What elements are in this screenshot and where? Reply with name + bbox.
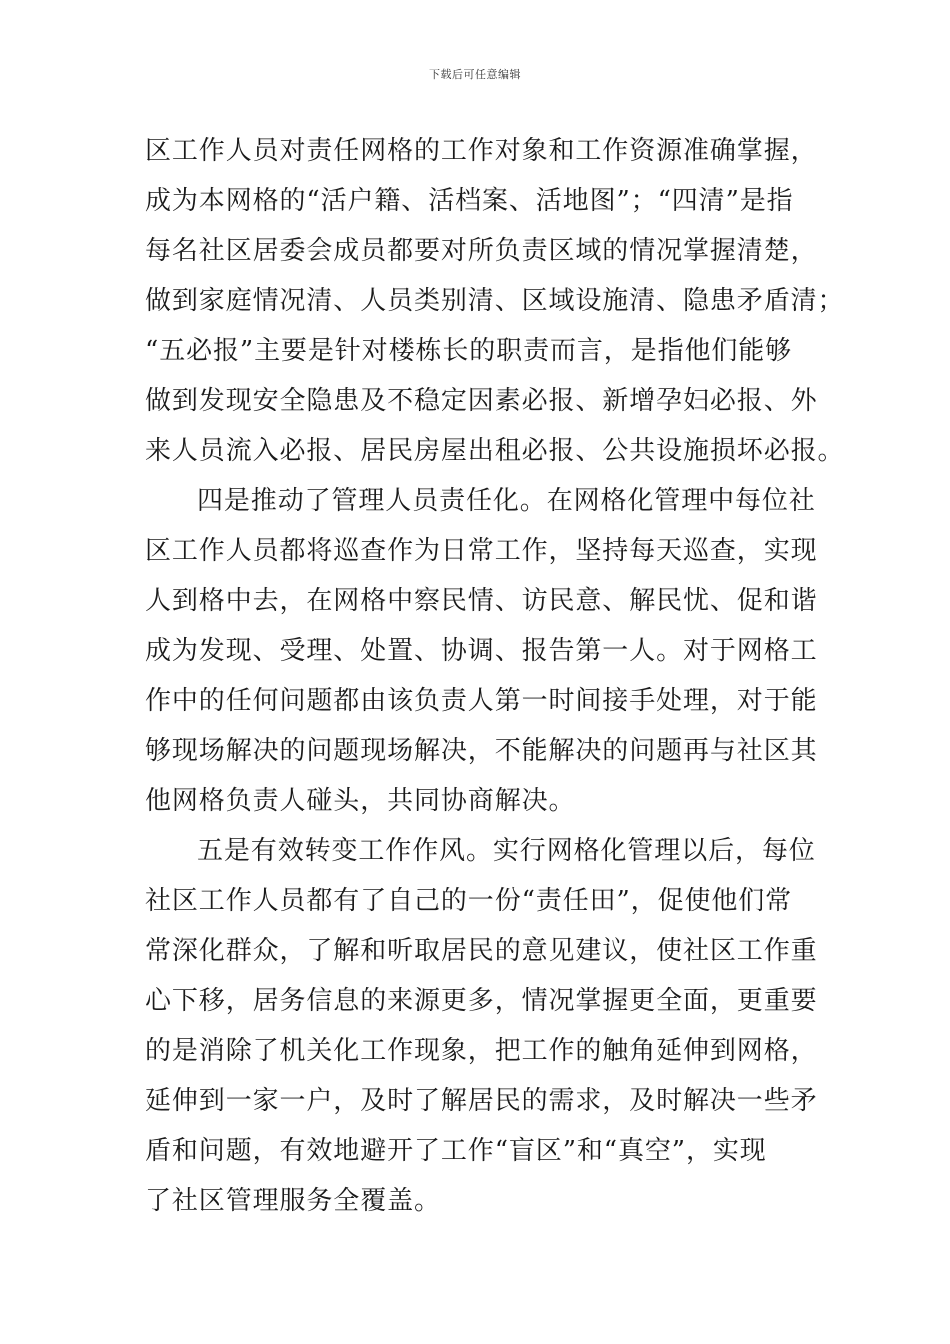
text-line: 成为本网格的“活户籍、活档案、活地图”；“四清”是指 (145, 186, 794, 216)
paragraph-point-four (145, 476, 818, 826)
text-line: 人到格中去，在网格中察民情、访民意、解民忧、促和谐 (145, 586, 818, 616)
page-header: 下载后可任意编辑 (429, 68, 521, 81)
text-line: 作中的任何问题都由该负责人第一时间接手处理，对于能 (145, 686, 818, 716)
paragraph-continuation (145, 126, 845, 476)
text-line: 区工作人员都将巡查作为日常工作，坚持每天巡查，实现 (145, 536, 818, 566)
text-line: 区工作人员对责任网格的工作对象和工作资源准确掌握， (145, 136, 818, 166)
text-line: 做到家庭情况清、人员类别清、区域设施清、隐患矛盾清； (145, 286, 845, 316)
text-line: 社区工作人员都有了自己的一份“责任田”，促使他们常 (145, 886, 793, 916)
text-line: 成为发现、受理、处置、协调、报告第一人。对于网格工 (145, 636, 818, 666)
text-line: 的是消除了机关化工作现象，把工作的触角延伸到网格， (145, 1036, 818, 1066)
text-line: 他网格负责人碰头，共同协商解决。 (145, 786, 576, 816)
text-line: 心下移，居务信息的来源更多，情况掌握更全面，更重要 (145, 986, 818, 1016)
text-line: “五必报”主要是针对楼栋长的职责而言，是指他们能够 (145, 336, 793, 366)
text-line: 来人员流入必报、居民房屋出租必报、公共设施损坏必报。 (145, 436, 845, 466)
text-line: 五是有效转变工作作风。实行网格化管理以后，每位 (197, 836, 816, 866)
text-line: 延伸到一家一户，及时了解居民的需求，及时解决一些矛 (145, 1086, 818, 1116)
text-line: 每名社区居委会成员都要对所负责区域的情况掌握清楚， (145, 236, 818, 266)
document-body (145, 126, 845, 1226)
text-line: 够现场解决的问题现场解决，不能解决的问题再与社区其 (145, 736, 818, 766)
text-line: 盾和问题，有效地避开了工作“盲区”和“真空”，实现 (145, 1136, 767, 1166)
text-line: 了社区管理服务全覆盖。 (145, 1186, 441, 1216)
paragraph-point-five (145, 826, 818, 1226)
text-line: 做到发现安全隐患及不稳定因素必报、新增孕妇必报、外 (145, 386, 818, 416)
text-line: 常深化群众，了解和听取居民的意见建议，使社区工作重 (145, 936, 818, 966)
text-line: 四是推动了管理人员责任化。在网格化管理中每位社 (197, 486, 816, 516)
